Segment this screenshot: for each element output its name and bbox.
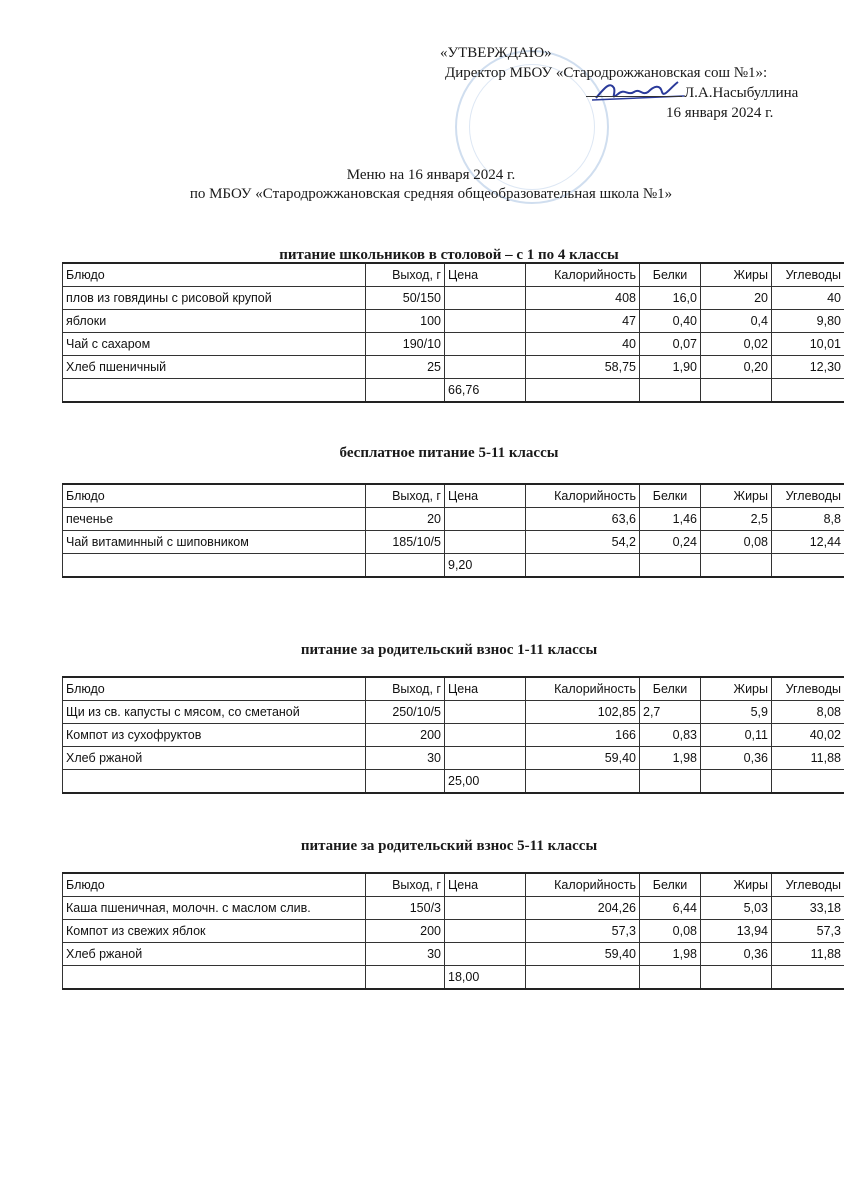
table-row [63,356,845,379]
menu-table [62,262,844,403]
table-header-row [63,873,845,897]
menu-date-title: Меню на 16 января 2024 г. [346,167,516,183]
cell-fat: 0,08 [701,531,772,554]
cell-dish: Хлеб пшеничный [63,356,366,379]
column-header: Белки [640,484,701,508]
cell-dish: печенье [63,508,366,531]
cell-yield: 200 [366,724,445,747]
approval-signatory [586,84,798,103]
cell-protein: 0,83 [640,724,701,747]
cell-protein: 0,07 [640,333,701,356]
column-header: Углеводы [772,677,845,701]
approval-heading: «УТВЕРЖДАЮ» [440,45,552,61]
table-row [63,747,845,770]
cell-kcal: 166 [526,724,640,747]
menu-table [62,676,844,794]
total-price: 18,00 [445,966,526,990]
cell-protein: 1,98 [640,943,701,966]
table-header-row [63,677,845,701]
column-header: Калорийность [526,484,640,508]
cell-fat: 0,20 [701,356,772,379]
column-header: Жиры [701,263,772,287]
cell-protein: 1,90 [640,356,701,379]
empty-cell [701,966,772,990]
column-header: Выход, г [366,263,445,287]
cell-yield: 185/10/5 [366,531,445,554]
column-header: Белки [640,677,701,701]
cell-fat: 13,94 [701,920,772,943]
cell-carbs: 12,44 [772,531,845,554]
empty-cell [63,379,366,403]
approval-date: 16 января 2024 г. [666,105,774,121]
table-row [63,897,845,920]
table-row [63,920,845,943]
column-header: Блюдо [63,263,366,287]
empty-cell [366,770,445,794]
column-header: Углеводы [772,263,845,287]
cell-dish: Компот из свежих яблок [63,920,366,943]
cell-yield: 250/10/5 [366,701,445,724]
empty-cell [63,554,366,578]
column-header: Белки [640,873,701,897]
cell-protein: 0,24 [640,531,701,554]
cell-kcal: 63,6 [526,508,640,531]
signatory-name: Л.А.Насыбуллина [684,85,799,101]
table-header-row [63,484,845,508]
cell-carbs: 11,88 [772,943,845,966]
cell-fat: 0,11 [701,724,772,747]
cell-kcal: 40 [526,333,640,356]
cell-carbs: 40 [772,287,845,310]
cell-kcal: 102,85 [526,701,640,724]
total-row [63,770,845,794]
table-row [63,701,845,724]
cell-dish: Каша пшеничная, молочн. с маслом слив. [63,897,366,920]
column-header: Калорийность [526,263,640,287]
cell-yield: 50/150 [366,287,445,310]
cell-dish: Чай с сахаром [63,333,366,356]
cell-protein: 1,46 [640,508,701,531]
cell-fat: 0,4 [701,310,772,333]
cell-kcal: 408 [526,287,640,310]
column-header: Жиры [701,873,772,897]
section-title: бесплатное питание 5-11 классы [339,445,559,461]
column-header: Углеводы [772,873,845,897]
column-header: Цена [445,677,526,701]
column-header: Выход, г [366,873,445,897]
cell-kcal: 204,26 [526,897,640,920]
total-price: 25,00 [445,770,526,794]
cell-price [445,356,526,379]
column-header: Жиры [701,484,772,508]
cell-protein: 0,40 [640,310,701,333]
empty-cell [63,770,366,794]
total-row [63,554,845,578]
section-title: питание школьников в столовой – с 1 по 4 классы [279,247,619,263]
cell-dish: плов из говядины с рисовой крупой [63,287,366,310]
cell-price [445,747,526,770]
cell-fat: 5,9 [701,701,772,724]
column-header: Блюдо [63,677,366,701]
cell-kcal: 47 [526,310,640,333]
cell-yield: 200 [366,920,445,943]
empty-cell [526,770,640,794]
cell-protein: 1,98 [640,747,701,770]
empty-cell [526,379,640,403]
column-header: Жиры [701,677,772,701]
cell-yield: 30 [366,747,445,770]
cell-price [445,531,526,554]
empty-cell [640,379,701,403]
cell-yield: 25 [366,356,445,379]
column-header: Белки [640,263,701,287]
cell-price [445,333,526,356]
empty-cell [772,966,845,990]
empty-cell [701,379,772,403]
table-row [63,724,845,747]
cell-price [445,920,526,943]
section-title: питание за родительский взнос 5-11 классы [300,838,598,854]
cell-protein: 16,0 [640,287,701,310]
total-row [63,966,845,990]
column-header: Цена [445,263,526,287]
empty-cell [701,770,772,794]
empty-cell [526,966,640,990]
school-name-title: по МБОУ «Стародрожжановская средняя общеобразовательная школа №1» [189,186,673,202]
empty-cell [526,554,640,578]
cell-carbs: 11,88 [772,747,845,770]
empty-cell [640,554,701,578]
cell-price [445,508,526,531]
cell-fat: 20 [701,287,772,310]
column-header: Калорийность [526,677,640,701]
empty-cell [701,554,772,578]
cell-dish: яблоки [63,310,366,333]
document-title [0,166,862,204]
table-row [63,333,845,356]
cell-fat: 0,36 [701,943,772,966]
cell-price [445,724,526,747]
cell-price [445,701,526,724]
cell-fat: 0,02 [701,333,772,356]
column-header: Цена [445,873,526,897]
empty-cell [640,770,701,794]
empty-cell [366,554,445,578]
cell-fat: 5,03 [701,897,772,920]
column-header: Блюдо [63,873,366,897]
table-row [63,531,845,554]
empty-cell [63,966,366,990]
cell-kcal: 54,2 [526,531,640,554]
cell-protein: 2,7 [640,701,701,724]
empty-cell [772,379,845,403]
cell-yield: 20 [366,508,445,531]
cell-dish: Чай витаминный с шиповником [63,531,366,554]
section-title: питание за родительский взнос 1-11 классы [300,642,598,658]
table-row [63,508,845,531]
total-price: 66,76 [445,379,526,403]
cell-kcal: 59,40 [526,943,640,966]
column-header: Выход, г [366,677,445,701]
signature-line [586,96,682,97]
cell-kcal: 59,40 [526,747,640,770]
cell-protein: 0,08 [640,920,701,943]
column-header: Блюдо [63,484,366,508]
cell-carbs: 12,30 [772,356,845,379]
table-row [63,943,845,966]
cell-price [445,310,526,333]
column-header: Цена [445,484,526,508]
cell-kcal: 57,3 [526,920,640,943]
total-row [63,379,845,403]
cell-yield: 150/3 [366,897,445,920]
menu-table [62,872,844,990]
cell-carbs: 8,8 [772,508,845,531]
cell-yield: 30 [366,943,445,966]
cell-fat: 2,5 [701,508,772,531]
cell-yield: 190/10 [366,333,445,356]
empty-cell [772,770,845,794]
cell-kcal: 58,75 [526,356,640,379]
column-header: Выход, г [366,484,445,508]
cell-carbs: 10,01 [772,333,845,356]
table-row [63,287,845,310]
cell-carbs: 33,18 [772,897,845,920]
cell-carbs: 40,02 [772,724,845,747]
cell-protein: 6,44 [640,897,701,920]
cell-carbs: 57,3 [772,920,845,943]
cell-price [445,943,526,966]
table-row [63,310,845,333]
menu-table [62,483,844,578]
total-price: 9,20 [445,554,526,578]
cell-price [445,287,526,310]
empty-cell [640,966,701,990]
cell-carbs: 8,08 [772,701,845,724]
cell-dish: Хлеб ржаной [63,943,366,966]
cell-dish: Щи из св. капусты с мясом, со сметаной [63,701,366,724]
column-header: Углеводы [772,484,845,508]
empty-cell [366,966,445,990]
approval-position: Директор МБОУ «Стародрожжановская сош №1»: [445,65,768,81]
empty-cell [772,554,845,578]
column-header: Калорийность [526,873,640,897]
cell-yield: 100 [366,310,445,333]
table-header-row [63,263,845,287]
cell-dish: Компот из сухофруктов [63,724,366,747]
cell-dish: Хлеб ржаной [63,747,366,770]
cell-price [445,897,526,920]
cell-carbs: 9,80 [772,310,845,333]
cell-fat: 0,36 [701,747,772,770]
empty-cell [366,379,445,403]
